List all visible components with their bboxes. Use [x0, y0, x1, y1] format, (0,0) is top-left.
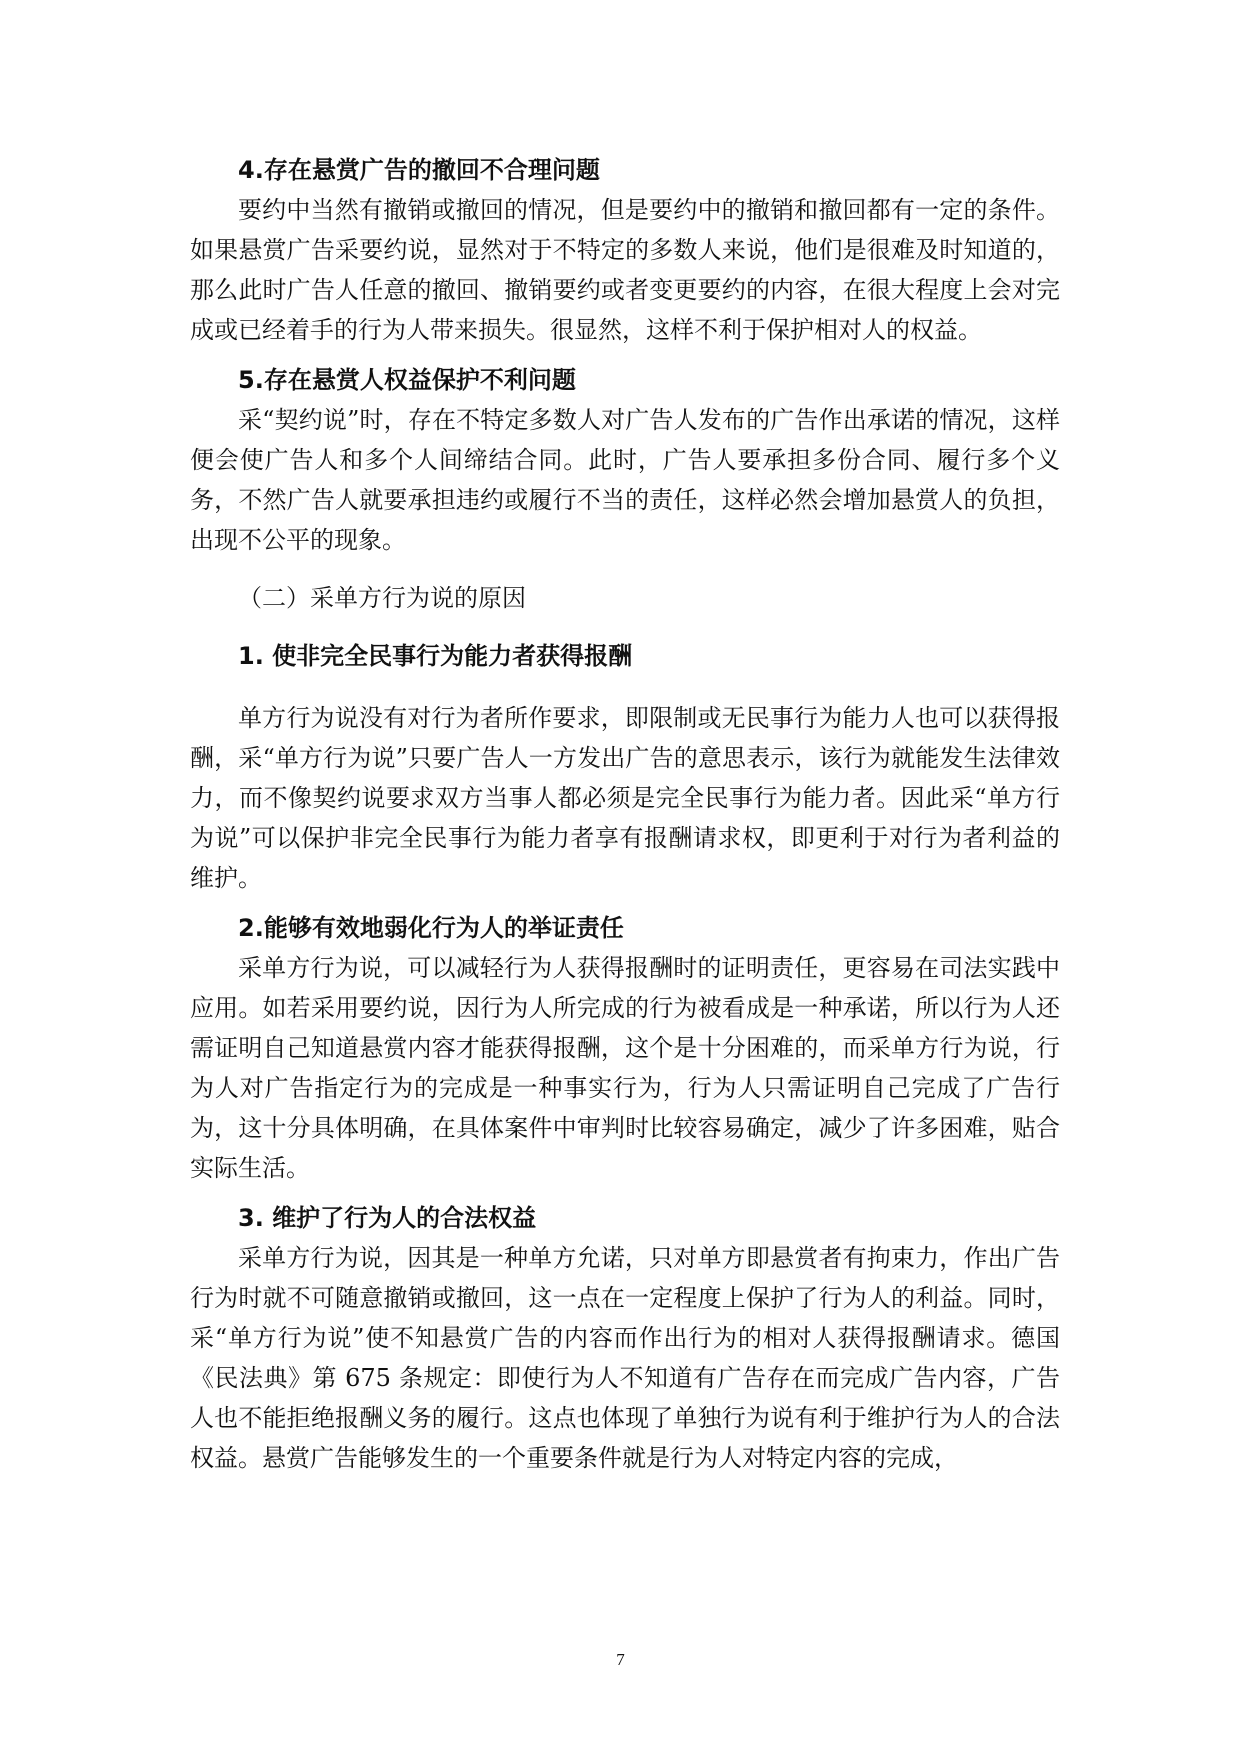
section-paragraph-5: 采“契约说”时，存在不特定多数人对广告人发布的广告作出承诺的情况，这样便会使广告人和多个人间缔结合同。此时，广告人要承担多份合同、履行多个义务，不然广告人就要承担违约或履行不当的责任，这样必然会增加悬赏人的负担，出现不公平的现象。 — [190, 406, 1060, 554]
sub-section-heading: （二）采单方行为说的原因 — [238, 584, 526, 612]
reason-paragraph-3: 采单方行为说，因其是一种单方允诺，只对单方即悬赏者有拘束力，作出广告行为时就不可随意撤销或撤回，这一点在一定程度上保护了行为人的利益。同时，采“单方行为说”使不知悬赏广告的内容而作出行为的相对人获得报酬请求。德国《民法典》第 675 条规定：即使行为人不知道有广告存在而完成广告内容，广告人也不能拒绝报酬义务的履行。这点也体现了单独行为说有利于维护行为人的合法权益。悬赏广告能够发生的一个重要条件就是行为人对特定内容的完成， — [190, 1244, 1060, 1472]
reason-paragraph-1: 单方行为说没有对行为者所作要求，即限制或无民事行为能力人也可以获得报酬，采“单方行为说”只要广告人一方发出广告的意思表示，该行为就能发生法律效力，而不像契约说要求双方当事人都必须是完全民事行为能力者。因此采“单方行为说”可以保护非完全民事行为能力者享有报酬请求权，即更利于对行为者利益的维护。 — [190, 704, 1060, 892]
page-number: 7 — [616, 1650, 625, 1669]
section-heading-5: 5.存在悬赏人权益保护不利问题 — [238, 366, 576, 394]
reason-heading-3: 3. 维护了行为人的合法权益 — [238, 1204, 537, 1232]
section-paragraph-4: 要约中当然有撤销或撤回的情况，但是要约中的撤销和撤回都有一定的条件。如果悬赏广告采要约说，显然对于不特定的多数人来说，他们是很难及时知道的，那么此时广告人任意的撤回、撤销要约或者变更要约的内容，在很大程度上会对完成或已经着手的行为人带来损失。很显然，这样不利于保护相对人的权益。 — [190, 196, 1060, 344]
reason-heading-2: 2.能够有效地弱化行为人的举证责任 — [238, 914, 624, 942]
section-heading-4: 4.存在悬赏广告的撤回不合理问题 — [238, 156, 600, 184]
document-body — [190, 150, 1060, 1478]
reason-paragraph-2: 采单方行为说，可以减轻行为人获得报酬时的证明责任，更容易在司法实践中应用。如若采用要约说，因行为人所完成的行为被看成是一种承诺，所以行为人还需证明自己知道悬赏内容才能获得报酬，这个是十分困难的，而采单方行为说，行为人对广告指定行为的完成是一种事实行为，行为人只需证明自己完成了广告行为，这十分具体明确，在具体案件中审判时比较容易确定，减少了许多困难，贴合实际生活。 — [190, 954, 1060, 1182]
reason-heading-1: 1. 使非完全民事行为能力者获得报酬 — [238, 642, 633, 670]
